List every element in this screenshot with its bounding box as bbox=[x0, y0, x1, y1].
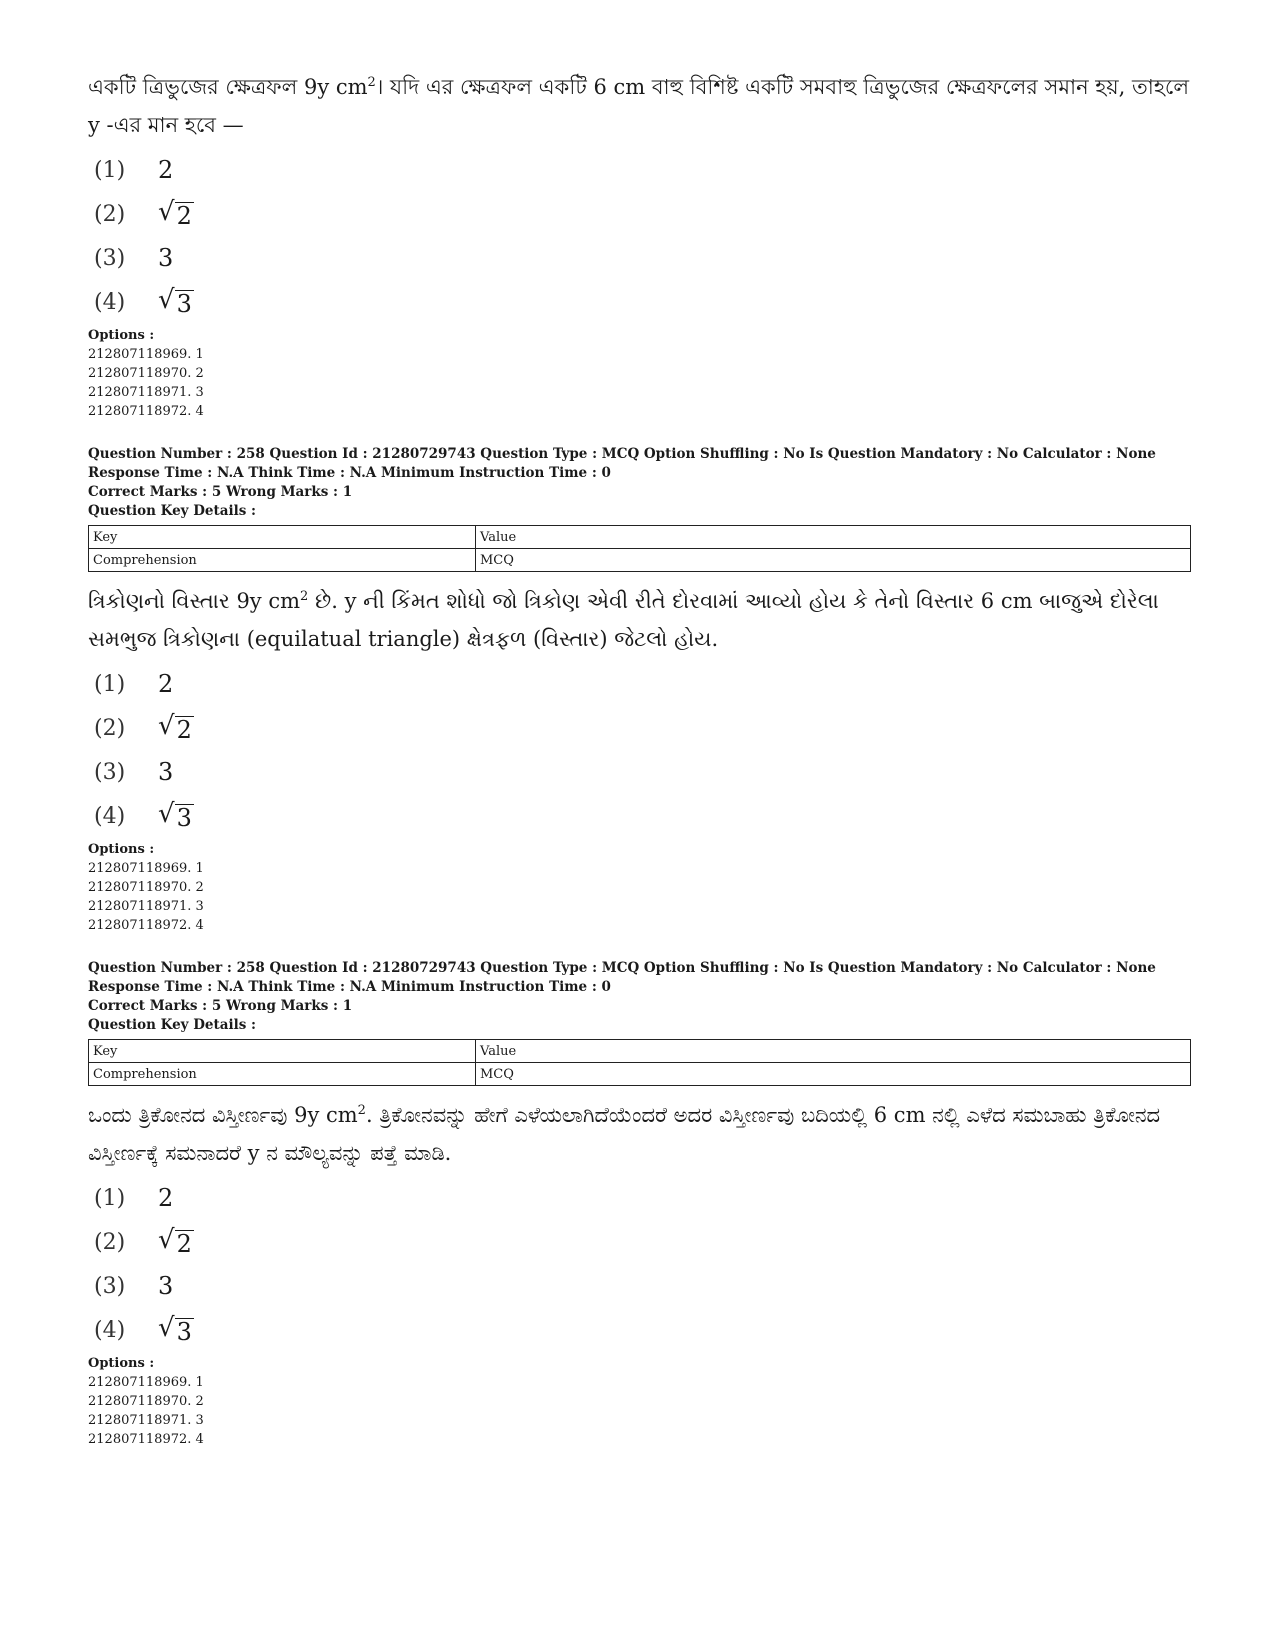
answer-option[interactable]: (2) √ 2 bbox=[94, 710, 192, 744]
question-text: ಒಂದು ತ್ರಿಕೋನದ ವಿಸ್ತೀರ್ಣವು 9y $cm^2$. ತ್ರಿಕೋನವನ್ನು ಹೇಗೆ ಎಳೆಯಲಾಗಿದೆಯೆಂದರೆ ಅದರ ವಿಸ್ತೀರ್ಣವು ಬದಿಯಲ್ಲಿ 6 cm ನಲ್ಲಿ ಎಳೆದ ಸಮಬಾಹು ತ್ರಿಕೋನದ ವಿಸ್ತೀರ್ಣಕ್ಕೆ ಸಮನಾದರೆ y ನ ಮೌಲ್ಯವನ್ನು ಪತ್ತೆ ಮಾಡಿ. bbox=[88, 1103, 1161, 1165]
square-root: √ 3 bbox=[158, 284, 192, 318]
answer-option[interactable]: (1) 2 bbox=[94, 156, 174, 184]
question-block-kannada bbox=[88, 959, 1198, 1449]
square-root: √ 2 bbox=[158, 710, 192, 744]
option-ids: Options : 212807118969. 1 212807118970. 2 212807118971. 3 212807118972. 4 bbox=[88, 842, 204, 933]
answer-options bbox=[94, 1176, 1198, 1352]
answer-option[interactable]: (4) √ 3 bbox=[94, 284, 192, 318]
question-block-bengali bbox=[88, 64, 1198, 421]
option-ids: Options : 212807118969. 1 212807118970. 2 212807118971. 3 212807118972. 4 bbox=[88, 328, 204, 419]
square-root: √ 2 bbox=[158, 1224, 192, 1258]
answer-option[interactable]: (3) 3 bbox=[94, 244, 174, 272]
answer-option[interactable]: (3) 3 bbox=[94, 758, 174, 786]
answer-option[interactable]: (2) √ 2 bbox=[94, 196, 192, 230]
option-ids: Options : 212807118969. 1 212807118970. 2 212807118971. 3 212807118972. 4 bbox=[88, 1356, 204, 1447]
answer-option[interactable]: (2) √ 2 bbox=[94, 1224, 192, 1258]
answer-option[interactable]: (3) 3 bbox=[94, 1272, 174, 1300]
answer-options bbox=[94, 148, 1198, 324]
square-root: √ 2 bbox=[158, 196, 192, 230]
square-root: √ 3 bbox=[158, 1312, 192, 1346]
answer-options bbox=[94, 662, 1198, 838]
question-key-table: Key Value Comprehension MCQ bbox=[88, 1039, 1191, 1086]
answer-option[interactable]: (1) 2 bbox=[94, 670, 174, 698]
question-text: একটি ত্রিভুজের ক্ষেত্রফল 9y $cm^2।$ যদি এর ক্ষেত্রফল একটি 6 cm বাহু বিশিষ্ট একটি সমবাহু ত্রিভুজের ক্ষেত্রফলের সমান হয়, তাহলে y -এর মান হবে — bbox=[88, 75, 1189, 137]
question-key-table: Key Value Comprehension MCQ bbox=[88, 525, 1191, 572]
answer-option[interactable]: (4) √ 3 bbox=[94, 1312, 192, 1346]
answer-option[interactable]: (1) 2 bbox=[94, 1184, 174, 1212]
question-meta: Question Number : 258 Question Id : 21280729743 Question Type : MCQ Option Shuffling : No Is Question Mandatory : No Calculator : None Response Time : N.A Think Time : N.A Minimum Instruction Time : 0 Correct Marks : 5 Wrong Marks : 1 Question Key Details : bbox=[88, 446, 1156, 519]
answer-option[interactable]: (4) √ 3 bbox=[94, 798, 192, 832]
question-text: ત્રિકોણનો વિસ્તાર 9y $cm^2$ છે. y ની કિંમત શોધો જો ત્રિકોણ એવી રીતે દોરવામાં આવ્યો હોય કે તેનો વિસ્તાર 6 cm બાજુએ દોરેલા સમભુજ ત્રિકોણના (equilatual triangle) ક્ષેત્રફળ (વિસ્તાર) જેટલો હોય. bbox=[88, 589, 1159, 651]
question-meta: Question Number : 258 Question Id : 21280729743 Question Type : MCQ Option Shuffling : No Is Question Mandatory : No Calculator : None Response Time : N.A Think Time : N.A Minimum Instruction Time : 0 Correct Marks : 5 Wrong Marks : 1 Question Key Details : bbox=[88, 960, 1156, 1033]
square-root: √ 3 bbox=[158, 798, 192, 832]
question-block-gujarati bbox=[88, 445, 1198, 935]
question-page bbox=[88, 64, 1198, 1449]
